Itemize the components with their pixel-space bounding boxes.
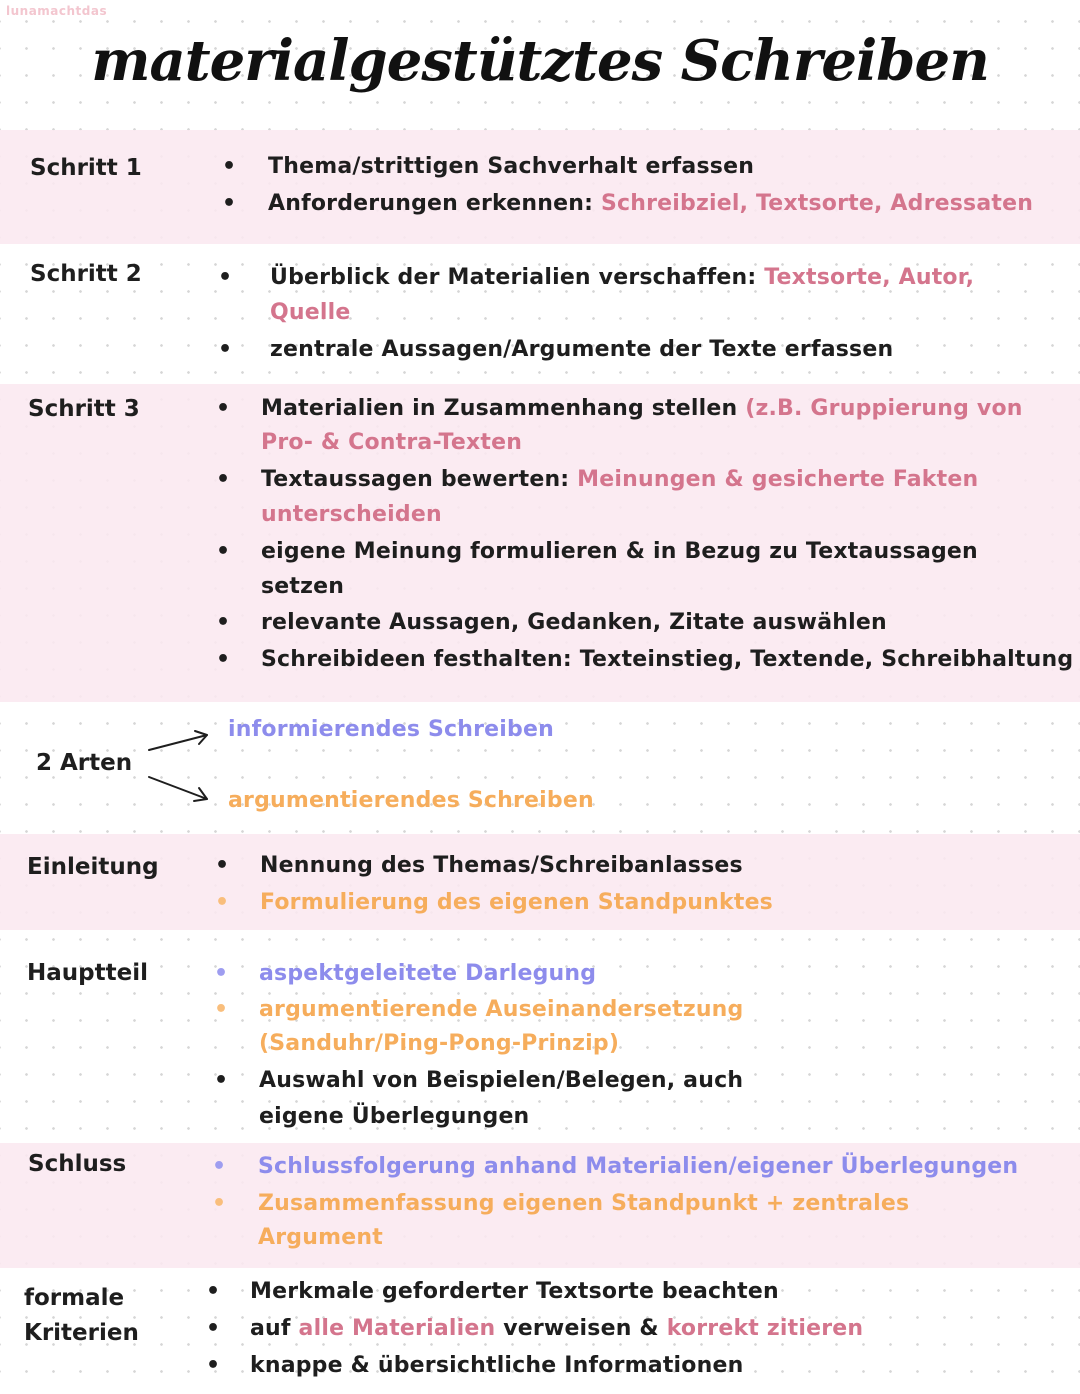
list-item: Formulierung des eigenen Standpunktes (260, 890, 773, 915)
label-2-arten: 2 Arten (36, 750, 133, 776)
bullet: • (216, 610, 231, 635)
item-highlight: Meinungen & gesicherte Fakten (577, 467, 979, 492)
label-formale: formale (24, 1285, 125, 1311)
arrow-up-icon (145, 727, 215, 757)
bullet: • (214, 961, 229, 986)
list-item: aspektgeleitete Darlegung (259, 961, 597, 986)
list-item: Schlussfolgerung anhand Materialien/eigener Überlegungen (258, 1154, 1019, 1179)
bullet: • (216, 467, 231, 492)
bullet: • (218, 337, 233, 362)
label-einleitung: Einleitung (27, 854, 159, 880)
label-schritt-1: Schritt 1 (30, 155, 142, 181)
list-item-continuation: unterscheiden (261, 502, 442, 527)
bullet: • (214, 1068, 229, 1093)
list-item-continuation: Quelle (270, 300, 351, 325)
item-highlight: (z.B. Gruppierung von (745, 396, 1023, 421)
art-argumentierend: argumentierendes Schreiben (228, 788, 594, 813)
item-text: Überblick der Materialien verschaffen: (270, 265, 765, 290)
list-item: Nennung des Themas/Schreibanlasses (260, 853, 743, 878)
list-item: eigene Meinung formulieren & in Bezug zu Textaussagen (261, 539, 978, 564)
bullet: • (206, 1316, 221, 1341)
list-item (261, 391, 1023, 426)
watermark: lunamachtdas (6, 4, 108, 18)
label-kriterien: Kriterien (24, 1320, 139, 1346)
bullet: • (222, 154, 237, 179)
list-item: Thema/strittigen Sachverhalt erfassen (268, 154, 755, 179)
item-text: verweisen & (495, 1316, 667, 1341)
label-schritt-2: Schritt 2 (30, 261, 142, 287)
item-text: Anforderungen erkennen: (268, 191, 601, 216)
bullet: • (206, 1279, 221, 1304)
bullet: • (212, 1154, 227, 1179)
list-item-continuation: Argument (258, 1225, 383, 1250)
list-item: Auswahl von Beispielen/Belegen, auch (259, 1068, 744, 1093)
bullet: • (218, 265, 233, 290)
list-item: zentrale Aussagen/Argumente der Texte erfassen (270, 337, 894, 362)
list-item: argumentierende Auseinandersetzung (259, 997, 744, 1022)
bullet: • (222, 191, 237, 216)
item-text: Textaussagen bewerten: (261, 467, 578, 492)
list-item: Schreibideen festhalten: Texteinstieg, Textende, Schreibhaltung (261, 647, 1074, 672)
bullet: • (215, 890, 230, 915)
list-item (270, 260, 974, 295)
list-item-continuation: (Sanduhr/Ping-Pong-Prinzip) (259, 1031, 620, 1056)
list-item: knappe & übersichtliche Informationen (250, 1353, 744, 1378)
bullet: • (212, 1191, 227, 1216)
label-schritt-3: Schritt 3 (28, 396, 140, 422)
arrow-down-icon (145, 773, 215, 807)
list-item-continuation: setzen (261, 574, 345, 599)
list-item: Zusammenfassung eigenen Standpunkt + zentrales (258, 1191, 910, 1216)
bullet: • (206, 1353, 221, 1378)
page-title: materialgestütztes Schreiben (91, 28, 989, 94)
list-item (261, 462, 978, 497)
list-item: Merkmale geforderter Textsorte beachten (250, 1279, 779, 1304)
list-item-continuation: eigene Überlegungen (259, 1104, 530, 1129)
item-highlight: alle Materialien (298, 1316, 496, 1341)
list-item-continuation: Pro- & Contra-Texten (261, 430, 523, 455)
list-item (250, 1311, 863, 1346)
item-text: Materialien in Zusammenhang stellen (261, 396, 746, 421)
bullet: • (216, 539, 231, 564)
list-item (268, 186, 1033, 221)
item-highlight: Textsorte, Autor, (764, 265, 975, 290)
bullet: • (216, 647, 231, 672)
bullet: • (214, 997, 229, 1022)
item-highlight: Schreibziel, Textsorte, Adressaten (600, 191, 1034, 216)
art-informierend: informierendes Schreiben (228, 717, 554, 742)
bullet: • (216, 396, 231, 421)
item-highlight: korrekt zitieren (666, 1316, 864, 1341)
item-text: auf (250, 1316, 299, 1341)
bullet: • (215, 853, 230, 878)
label-hauptteil: Hauptteil (27, 960, 148, 986)
label-schluss: Schluss (28, 1151, 127, 1177)
list-item: relevante Aussagen, Gedanken, Zitate auswählen (261, 610, 887, 635)
